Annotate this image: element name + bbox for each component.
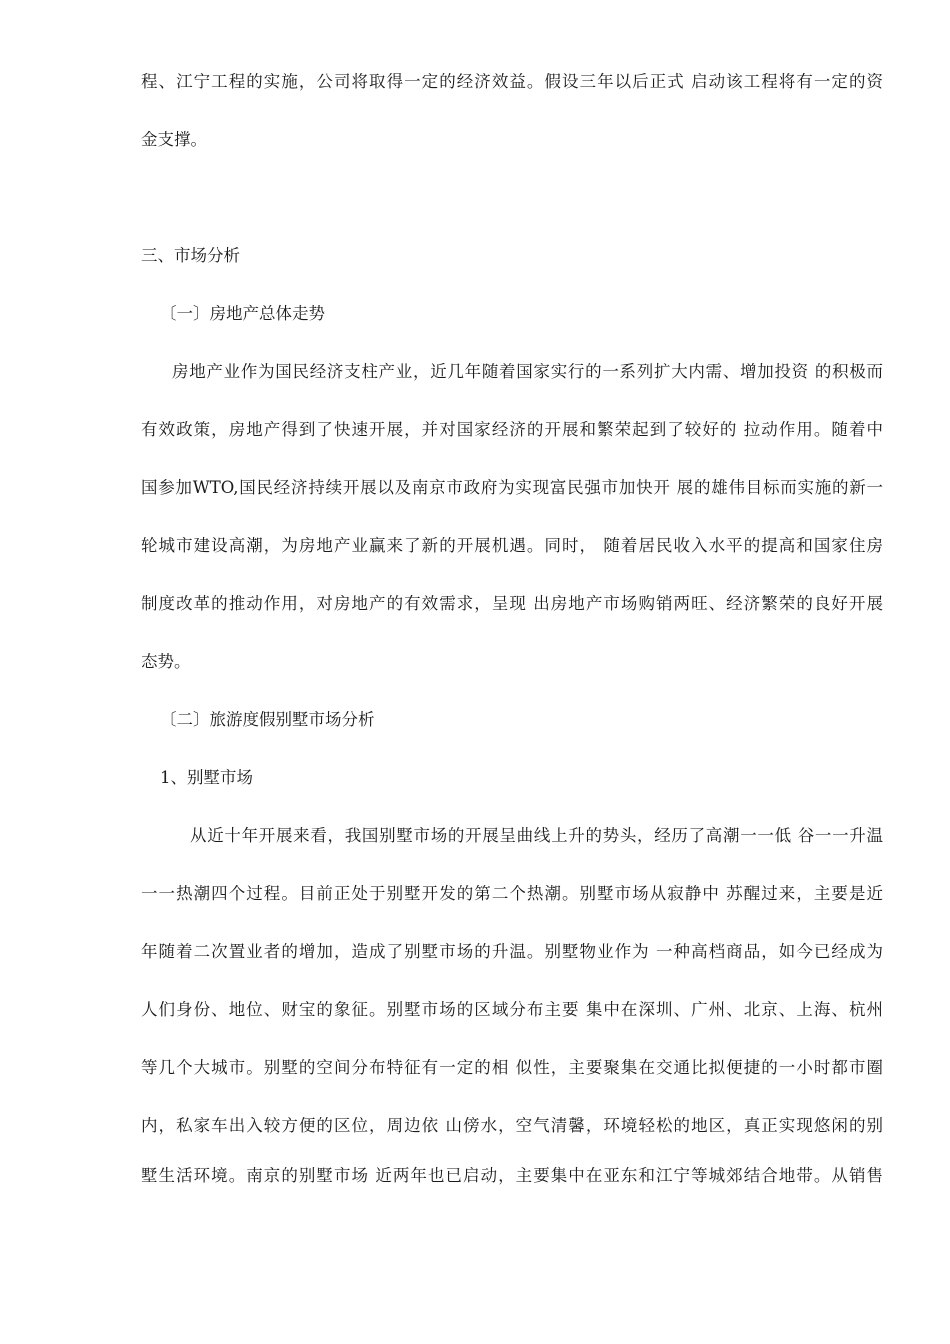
paragraph-line: 态势。 (141, 652, 191, 671)
paragraph-line: 有效政策，房地产得到了快速开展，并对国家经济的开展和繁荣起到了较好的 拉动作用。随着中 (141, 420, 883, 439)
paragraph-line: 一一热潮四个过程。目前正处于别墅开发的第二个热潮。别墅市场从寂静中 苏醒过来，主要是近 (141, 884, 883, 903)
intro-line-2: 金支撑。 (141, 130, 207, 149)
paragraph-line: 人们身份、地位、财宝的象征。别墅市场的区域分布主要 集中在深圳、广州、北京、上海、杭州 (141, 1000, 883, 1019)
item-heading-1: 1、别墅市场 (160, 768, 253, 787)
paragraph-line: 从近十年开展来看，我国别墅市场的开展呈曲线上升的势头，经历了高潮一一低 谷一一升温 (190, 826, 883, 845)
paragraph-line: 轮城市建设高潮，为房地产业赢来了新的开展机遇。同时， 随着居民收入水平的提高和国家住房 (141, 536, 883, 555)
subsection-heading-2: 〔二〕旅游度假别墅市场分析 (160, 710, 375, 729)
paragraph-line: 制度改革的推动作用，对房地产的有效需求，呈现 出房地产市场购销两旺、经济繁荣的良好开展 (141, 594, 883, 613)
section-heading: 三、市场分析 (141, 246, 240, 265)
subsection-heading-1: 〔一〕房地产总体走势 (160, 304, 325, 323)
paragraph-line: 房地产业作为国民经济支柱产业，近几年随着国家实行的一系列扩大内需、增加投资 的积极而 (172, 362, 883, 381)
paragraph-line: 内，私家车出入较方便的区位，周边依 山傍水，空气清馨，环境轻松的地区，真正实现悠闲的别 (141, 1116, 883, 1135)
paragraph-line: 国参加WTO,国民经济持续开展以及南京市政府为实现富民强市加快开 展的雄伟目标而实施的新一 (141, 478, 883, 497)
paragraph-line: 年随着二次置业者的增加，造成了别墅市场的升温。别墅物业作为 一种高档商品，如今已经成为 (141, 942, 883, 961)
intro-line-1: 程、江宁工程的实施，公司将取得一定的经济效益。假设三年以后正式 启动该工程将有一定的资 (141, 72, 883, 91)
paragraph-line: 墅生活环境。南京的别墅市场 近两年也已启动，主要集中在亚东和江宁等城郊结合地带。从销售 (141, 1166, 883, 1185)
paragraph-line: 等几个大城市。别墅的空间分布特征有一定的相 似性，主要聚集在交通比拟便捷的一小时都市圈 (141, 1058, 883, 1077)
